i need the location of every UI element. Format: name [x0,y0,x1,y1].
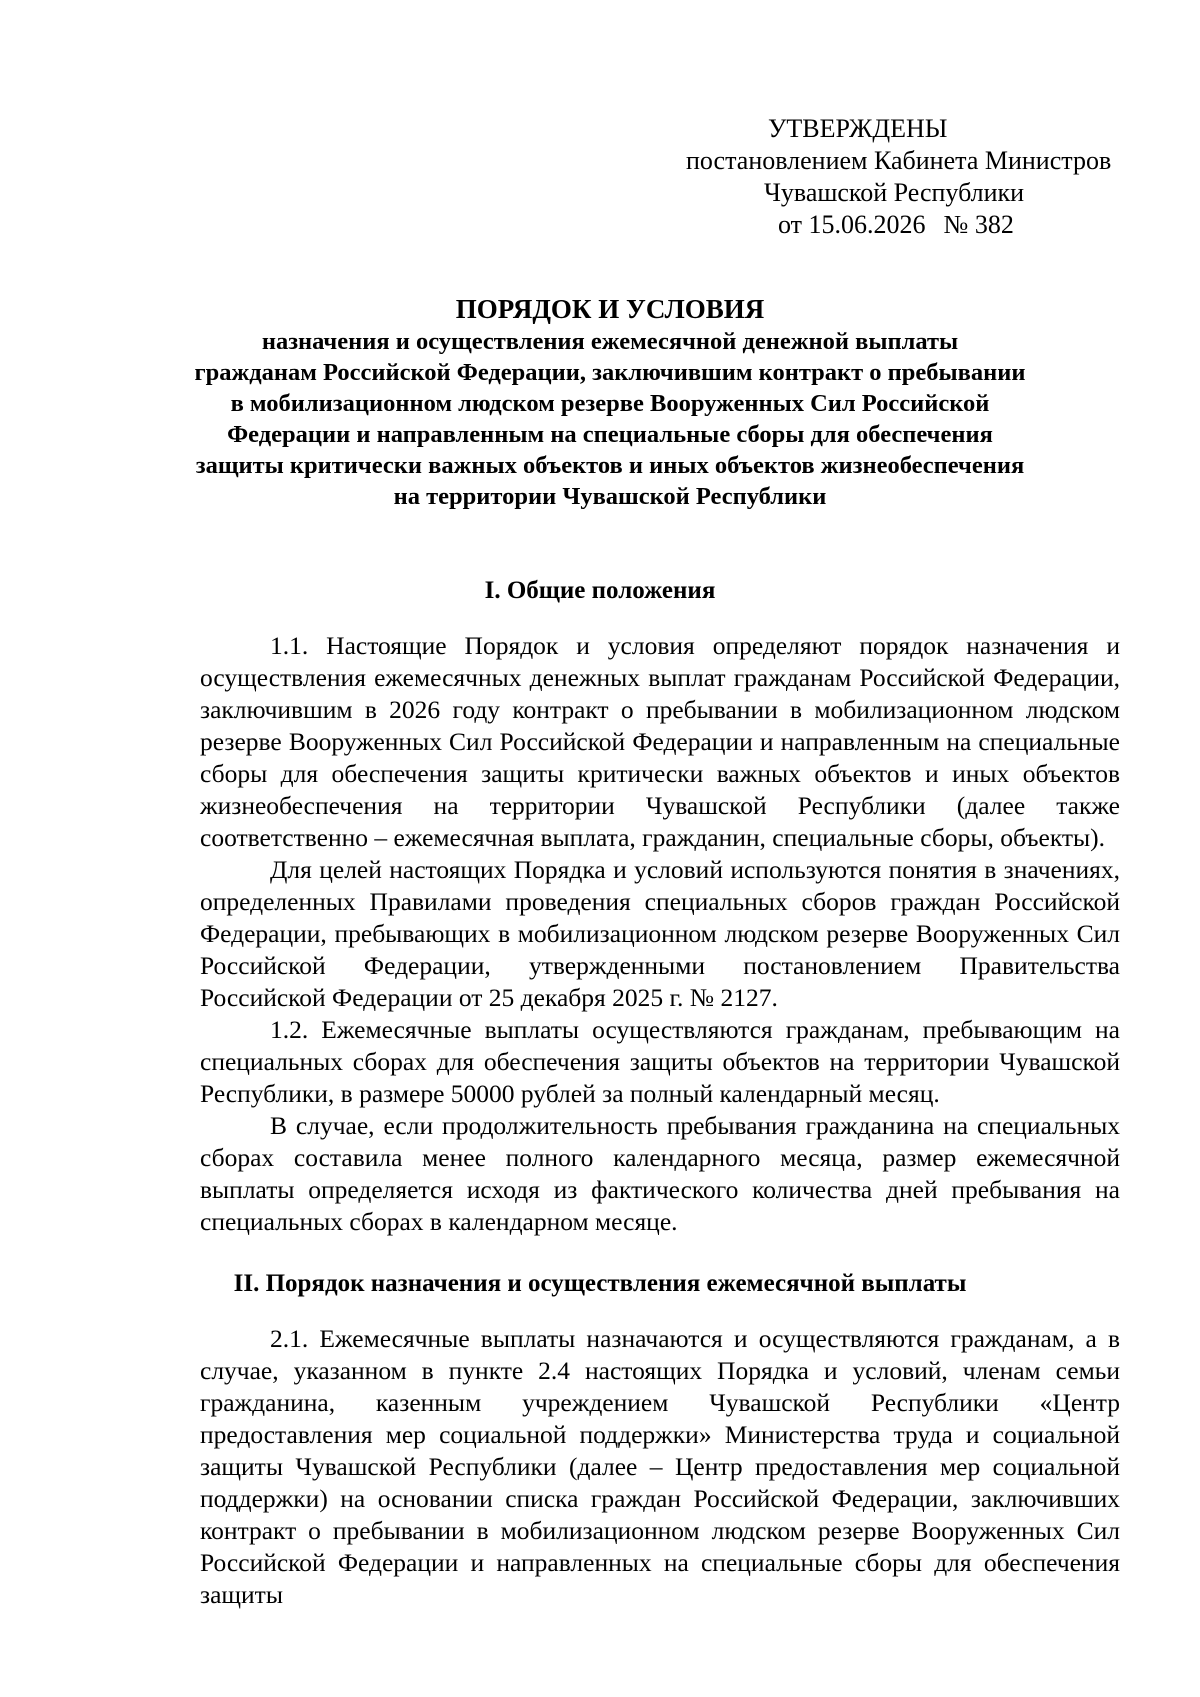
section-body [200,1323,1120,1611]
paragraph: 1.1. Настоящие Порядок и условия определяют порядок назначения и осуществления ежемесячных денежных выплат гражданам Российской Федерации, заключившим в 2026 году контракт о пребывании в мобилизационном людском резерве Вооруженных Сил Российской Федерации и направленным на специальные сборы для обеспечения защиты критически важных объектов и иных объектов жизнеобеспечения на территории Чувашской Республики (далее также соответственно – ежемесячная выплата, гражданин, специальные сборы, объекты). [200,631,1120,852]
document-title-block [170,292,1050,512]
approval-title: УТВЕРЖДЕНЫ [768,114,948,143]
paragraph: 2.1. Ежемесячные выплаты назначаются и осуществляются гражданам, а в случае, указанном в пункте 2.4 настоящих Порядка и условий, членам семьи гражданина, казенным учреждением Чувашской Республики «Центр предоставления мер социальной поддержки» Министерства труда и социальной защиты Чувашской Республики (далее – Центр предоставления мер социальной поддержки) на основании списка граждан Российской Федерации, заключивших контракт о пребывании в мобилизационном людском резерве Вооруженных Сил Российской Федерации и направленных на специальные сборы для обеспечения защиты [200,1324,1120,1609]
paragraph: В случае, если продолжительность пребывания гражданина на специальных сборах составила менее полного календарного месяца, размер ежемесячной выплаты определяется исходя из фактического количества дней пребывания на специальных сборах в календарном месяце. [200,1111,1120,1236]
approval-authority: постановлением Кабинета Министров [686,146,1112,175]
document-subtitle: назначения и осуществления ежемесячной денежной выплаты гражданам Российской Федерации, заключившим контракт о пребывании в мобилизационном людском резерве Вооруженных Сил Российской Федерации и направленным на специальные сборы для обеспечения защиты критически важных объектов и иных объектов жизнеобеспечения на территории Чувашской Республики [194,328,1026,510]
section-body [200,630,1120,1238]
approval-date-number [640,209,1160,241]
approval-number: № 382 [943,210,1014,239]
section-heading: II. Порядок назначения и осуществления ежемесячной выплаты [233,1270,967,1297]
approval-region: Чувашской Республики [764,178,1025,207]
paragraph: 1.2. Ежемесячные выплаты осуществляются гражданам, пребывающим на специальных сборах для обеспечения защиты объектов на территории Чувашской Республики, в размере 50000 рублей за полный календарный месяц. [200,1015,1120,1108]
approval-stamp [640,113,1160,241]
document-title: ПОРЯДОК И УСЛОВИЯ [455,294,765,324]
approval-date: от 15.06.2026 [778,210,926,239]
paragraph: Для целей настоящих Порядка и условий используются понятия в значениях, определенных Правилами проведения специальных сборов граждан Российской Федерации, пребывающих в мобилизационном людском резерве Вооруженных Сил Российской Федерации, утвержденными постановлением Правительства Российской Федерации от 25 декабря 2025 г. № 2127. [200,855,1120,1012]
section-heading: I. Общие положения [484,577,716,604]
